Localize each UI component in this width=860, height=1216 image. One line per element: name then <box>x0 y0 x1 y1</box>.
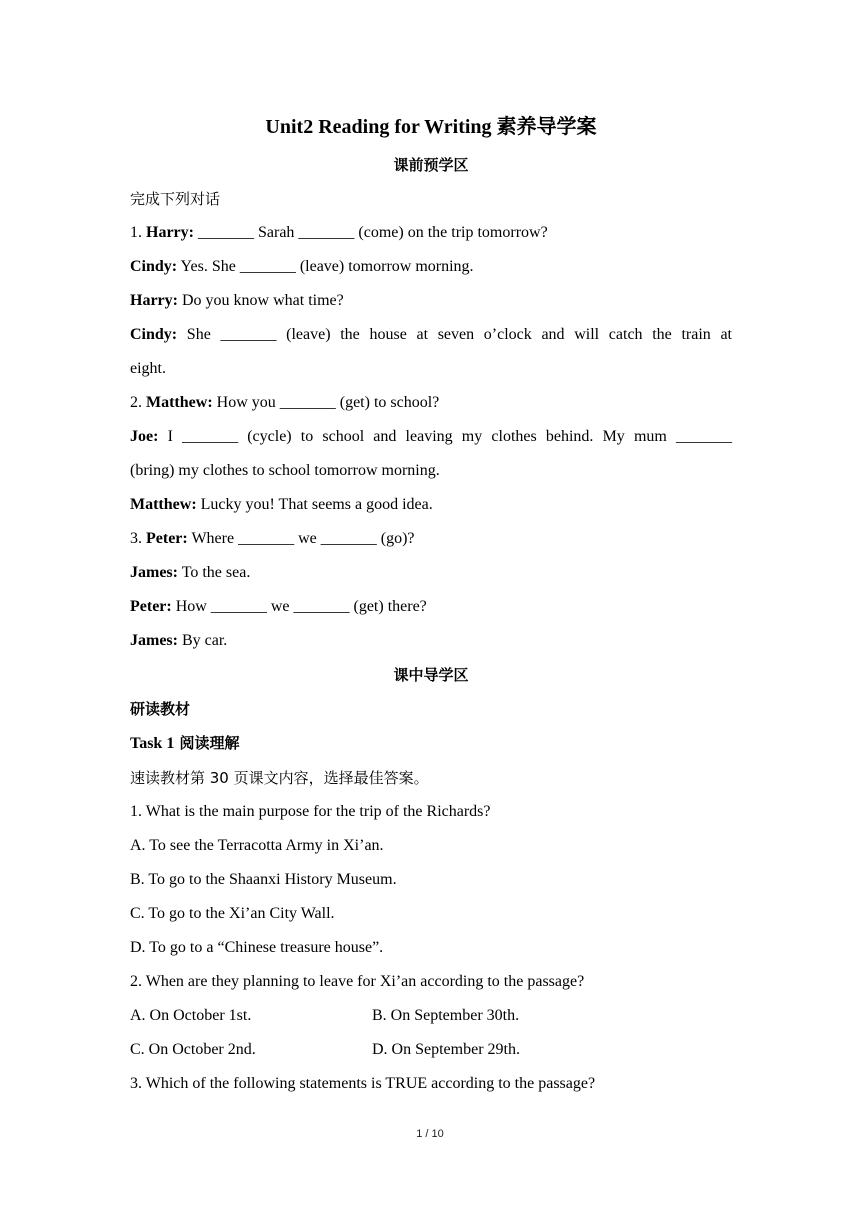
speaker-name: Matthew: <box>130 496 197 513</box>
task-label: Task 1 <box>130 735 175 752</box>
speaker-name: James: <box>130 632 178 649</box>
dialogue-line <box>130 624 732 658</box>
answer-option: D. To go to a “Chinese treasure house”. <box>130 939 384 956</box>
dialogue-line <box>130 420 732 454</box>
speaker-name: James: <box>130 564 178 581</box>
answer-option: A. On October 1st. <box>130 1007 252 1024</box>
task-name: 阅读理解 <box>174 734 240 752</box>
answer-option: D. On September 29th. <box>372 1041 520 1058</box>
answer-option: C. On October 2nd. <box>130 1041 256 1058</box>
speaker-name: Cindy: <box>130 326 178 343</box>
dialogue-text: I _______ (cycle) to school and leaving my clothes behind. My mum _______ <box>158 428 732 445</box>
dialogue-line <box>130 216 732 250</box>
subheading-study-textbook: 研读教材 <box>130 700 191 718</box>
dialogue-text: Where _______ we _______ (go)? <box>187 530 415 547</box>
page-number: 1 / 10 <box>416 1128 444 1140</box>
speaker-name: Matthew: <box>146 394 213 411</box>
dialogue-line-continued: eight. <box>130 360 166 377</box>
dialogue-line <box>130 590 732 624</box>
answer-option-row <box>130 999 732 1033</box>
dialogue-line <box>130 556 732 590</box>
item-number: 1. <box>130 224 146 241</box>
dialogue-line <box>130 386 732 420</box>
dialogue-text: To the sea. <box>177 564 251 581</box>
dialogue-text: _______ Sarah _______ (come) on the trip tomorrow? <box>193 224 548 241</box>
dialogue-text: Yes. She _______ (leave) tomorrow morning. <box>177 258 474 275</box>
speaker-name: Peter: <box>130 598 172 615</box>
dialogue-line <box>130 488 732 522</box>
speaker-name: Peter: <box>146 530 188 547</box>
document-title: Unit2 Reading for Writing 素养导学案 <box>265 116 597 138</box>
dialogue-text: She _______ (leave) the house at seven o’clock and will catch the train at <box>177 326 732 343</box>
dialogue-line <box>130 284 732 318</box>
speaker-name: Harry: <box>130 292 178 309</box>
task-heading <box>130 726 732 761</box>
dialogue-text: Lucky you! That seems a good idea. <box>196 496 433 513</box>
dialogue-line <box>130 522 732 556</box>
dialogue-line-continued: (bring) my clothes to school tomorrow morning. <box>130 462 440 479</box>
question-stem: 2. When are they planning to leave for Xi’an according to the passage? <box>130 973 585 990</box>
speaker-name: Harry: <box>146 224 194 241</box>
instruction-complete-dialogues: 完成下列对话 <box>130 190 221 208</box>
dialogue-text: By car. <box>177 632 228 649</box>
dialogue-text: How you _______ (get) to school? <box>212 394 440 411</box>
section-heading-in-class: 课中导学区 <box>393 666 469 684</box>
answer-option: B. To go to the Shaanxi History Museum. <box>130 871 397 888</box>
answer-option: C. To go to the Xi’an City Wall. <box>130 905 335 922</box>
item-number: 3. <box>130 530 146 547</box>
dialogue-text: How _______ we _______ (get) there? <box>171 598 427 615</box>
answer-option-row <box>130 1033 732 1067</box>
speaker-name: Cindy: <box>130 258 178 275</box>
answer-option: A. To see the Terracotta Army in Xi’an. <box>130 837 384 854</box>
dialogue-line <box>130 318 732 352</box>
speaker-name: Joe: <box>130 428 159 445</box>
question-stem: 1. What is the main purpose for the trip of the Richards? <box>130 803 491 820</box>
question-stem: 3. Which of the following statements is TRUE according to the passage? <box>130 1075 596 1092</box>
page-content <box>130 110 732 1101</box>
dialogue-line <box>130 250 732 284</box>
section-heading-pre-class: 课前预学区 <box>393 156 469 174</box>
answer-option: B. On September 30th. <box>372 1007 520 1024</box>
task-instruction: 速读教材第 30 页课文内容，选择最佳答案。 <box>130 769 429 787</box>
item-number: 2. <box>130 394 146 411</box>
dialogue-text: Do you know what time? <box>177 292 344 309</box>
